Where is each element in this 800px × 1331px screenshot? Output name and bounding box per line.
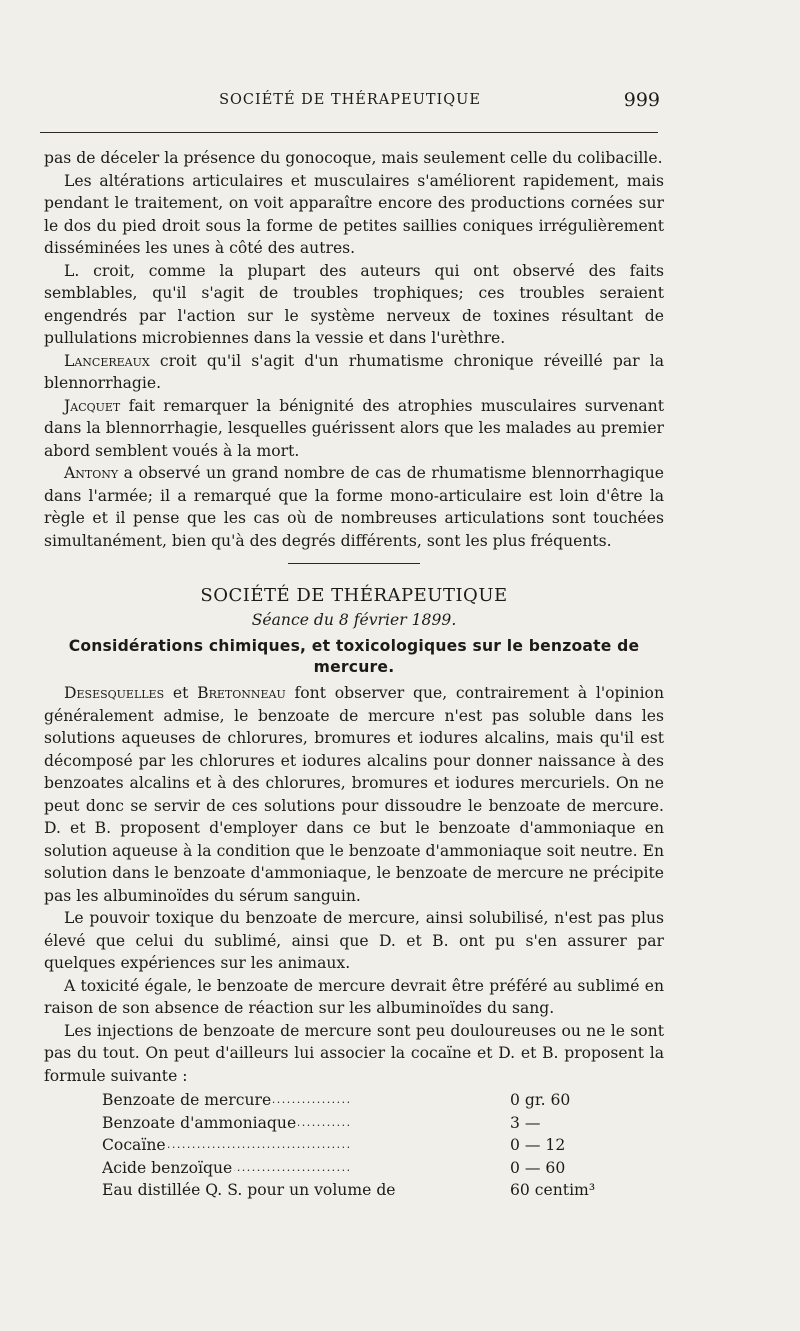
paragraph bbox=[44, 682, 664, 907]
paragraph bbox=[44, 147, 664, 170]
author-name: Jacquet bbox=[64, 396, 121, 415]
paragraph-text: pas de déceler la présence du gonocoque, mais seulement celle du colibacille. bbox=[44, 149, 663, 167]
ingredient-name: Acide benzoïque . . . bbox=[102, 1157, 510, 1180]
formula-row bbox=[102, 1089, 664, 1112]
author-name: Lancereaux bbox=[64, 351, 150, 370]
paragraph-text: a observé un grand nombre de cas de rhumatisme blennorrhagique dans l'armée; il a remarqué que la forme mono-articulaire est loin d'être la règle et il pense que les cas où de nombreuses articulations sont touchées simultanément, bien qu'à des degrés différents, sont les plus fréquents. bbox=[44, 464, 664, 550]
article-title: Considérations chimiques, et toxicologiques sur le benzoate de mercure. bbox=[68, 637, 640, 676]
page-body bbox=[44, 147, 664, 1202]
ingredient-name: Benzoate de mercure . . . bbox=[102, 1089, 510, 1112]
paragraph bbox=[44, 395, 664, 463]
formula-row bbox=[102, 1157, 664, 1180]
ingredient-quantity: 0 — 12 bbox=[510, 1136, 566, 1154]
paragraph bbox=[44, 170, 664, 260]
page-number: 999 bbox=[623, 89, 660, 111]
paragraph-text: L. croit, comme la plupart des auteurs qui ont observé des faits semblables, qu'il s'agit de troubles trophiques; ces troubles seraient engendrés par l'action sur le système nerveux de toxines résultant de pullulations microbiennes dans la vessie et dans l'urèthre. bbox=[44, 261, 664, 347]
formula-row bbox=[102, 1134, 664, 1157]
ingredient-quantity: 0 gr. 60 bbox=[510, 1091, 571, 1109]
author-name: Antony bbox=[64, 464, 119, 482]
paragraph-text: fait remarquer la bénignité des atrophies musculaires survenant dans la blennorrhagie, lesquelles guérissent alors que les malades au premier abord semblent voués à la mort. bbox=[44, 396, 664, 460]
page-header bbox=[40, 89, 660, 122]
paragraph bbox=[44, 975, 664, 1020]
paragraph bbox=[44, 462, 664, 552]
ingredient-name: Benzoate d'ammoniaque . . . bbox=[102, 1112, 510, 1135]
paragraph-text: font observer que, contrairement à l'opinion généralement admise, le benzoate de mercure n'est pas soluble dans les solutions aqueuses de chlorures, bromures et iodures alcalins, mais qu'il est décomposé par les chlorures et iodures alcalins pour donner naissance à des benzoates alcalins et à des chlorures, bromures et iodures mercuriels. On ne peut donc se servir de ces solutions pour dissoudre le benzoate de mercure. D. et B. proposent d'employer dans ce but le benzoate d'ammoniaque en solution aqueuse à la condition que le benzoate d'ammoniaque soit neutre. En solution dans le benzoate d'ammoniaque, le benzoate de mercure ne précipite pas les albuminoïdes du sérum sanguin. bbox=[44, 684, 664, 905]
header-rule bbox=[40, 132, 658, 133]
author-name: Desesquelles bbox=[64, 684, 165, 702]
conjunction: et bbox=[164, 684, 198, 702]
paragraph bbox=[44, 1020, 664, 1088]
running-title: SOCIÉTÉ DE THÉRAPEUTIQUE bbox=[219, 92, 481, 108]
ingredient-quantity: 0 — 60 bbox=[510, 1158, 566, 1177]
formula-row bbox=[102, 1179, 664, 1202]
ingredient-quantity: 60 centim³ bbox=[510, 1181, 596, 1199]
formula-row bbox=[102, 1112, 664, 1135]
ingredient-name: Eau distillée Q. S. pour un volume de . . . bbox=[102, 1179, 510, 1202]
paragraph-text: Le pouvoir toxique du benzoate de mercure, ainsi solubilisé, n'est pas plus élevé que celui du sublimé, ainsi que D. et B. ont pu s'en assurer par quelques expériences sur les animaux. bbox=[44, 909, 664, 972]
section-separator bbox=[288, 563, 420, 564]
paragraph-text: A toxicité égale, le benzoate de mercure devrait être préféré au sublimé en raison de son absence de réaction sur les albuminoïdes du sang. bbox=[44, 976, 664, 1017]
paragraph-text: Les altérations articulaires et musculaires s'améliorent rapidement, mais pendant le traitement, on voit apparaître encore des productions cornées sur le dos du pied droit sous la forme de petites saillies coniques irrégulièrement disséminées les unes à côté des autres. bbox=[44, 171, 664, 257]
section-title: SOCIÉTÉ DE THÉRAPEUTIQUE bbox=[200, 585, 508, 606]
paragraph bbox=[44, 350, 664, 395]
paragraph bbox=[44, 907, 664, 975]
ingredient-quantity: 3 — bbox=[510, 1113, 541, 1132]
formula-table bbox=[102, 1089, 664, 1202]
ingredient-name: Cocaïne . . . bbox=[102, 1134, 510, 1157]
paragraph bbox=[44, 260, 664, 350]
paragraph-text: Les injections de benzoate de mercure sont peu douloureuses ou ne le sont pas du tout. On peut d'ailleurs lui associer la cocaïne et D. et B. proposent la formule suivante : bbox=[44, 1021, 664, 1085]
seance-date: Séance du 8 février 1899. bbox=[251, 611, 457, 629]
paragraph-text: croit qu'il s'agit d'un rhumatisme chronique réveillé par la blennorrhagie. bbox=[44, 351, 664, 392]
author-name: Bretonneau bbox=[197, 684, 286, 702]
